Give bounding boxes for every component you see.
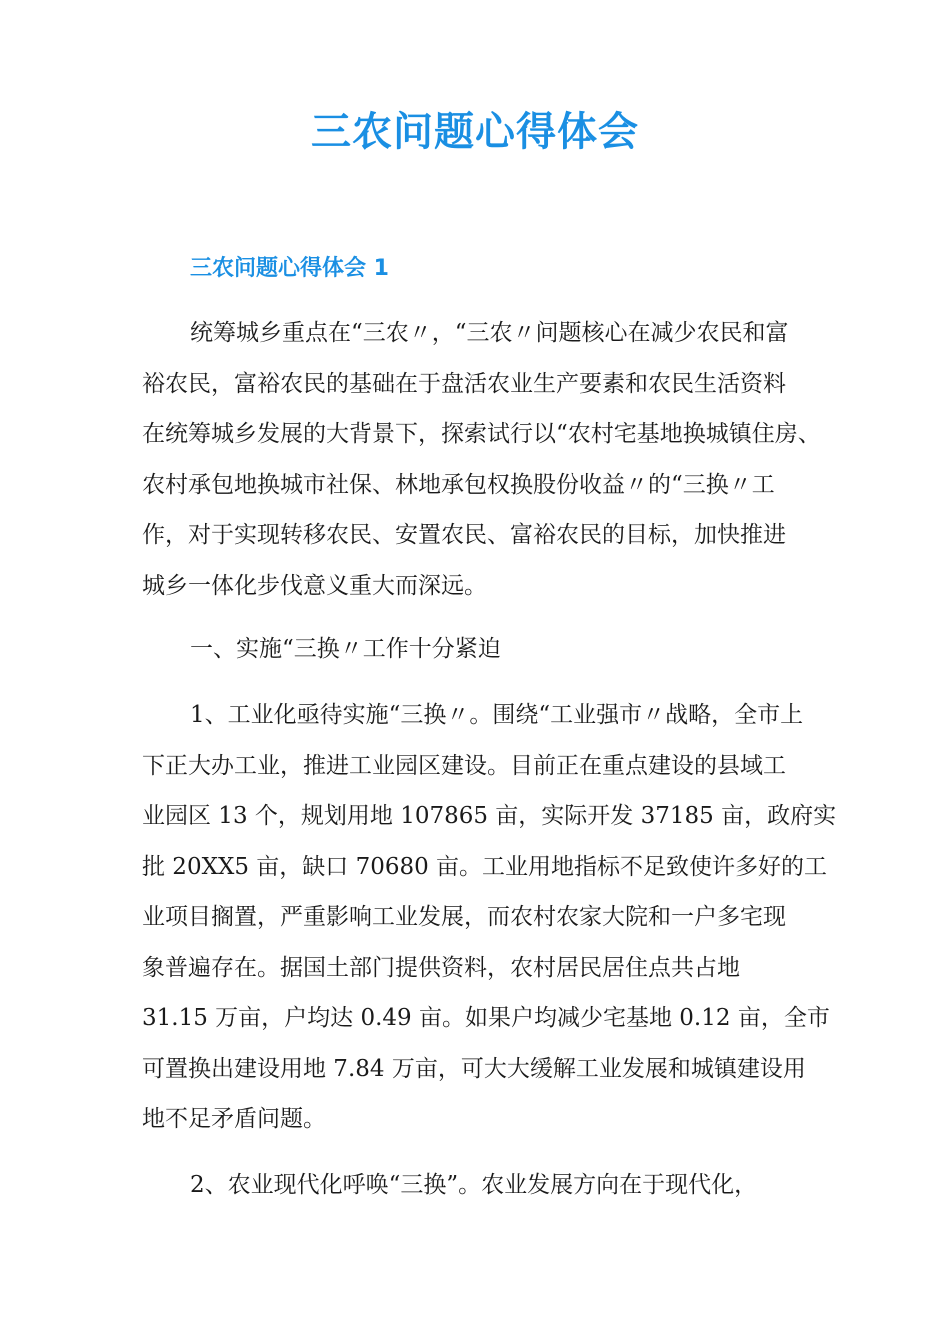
paragraph-3: [142, 1160, 812, 1211]
paragraph-line: 1、工业化亟待实施“三换〃。围绕“工业强市〃战略，全市上: [190, 702, 804, 728]
document-title: 三农问题心得体会: [311, 109, 639, 155]
paragraph-line: 31.15 万亩，户均达 0.49 亩。如果户均减少宅基地 0.12 亩，全市: [142, 1005, 830, 1031]
paragraph-line: 业项目搁置，严重影响工业发展，而农村农家大院和一户多宅现: [142, 904, 786, 930]
paragraph-line: 在统筹城乡发展的大背景下，探索试行以“农村宅基地换城镇住房、: [142, 421, 821, 447]
paragraph-line: 可置换出建设用地 7.84 万亩，可大大缓解工业发展和城镇建设用: [142, 1055, 806, 1082]
paragraph-line: 下正大办工业，推进工业园区建设。目前正在重点建设的县域工: [142, 752, 786, 779]
paragraph-line: 象普遍存在。据国土部门提供资料，农村居民居住点共占地: [142, 954, 740, 981]
paragraph-line: 城乡一体化步伐意义重大而深远。: [142, 572, 487, 599]
paragraph-line: 作，对于实现转移农民、安置农民、富裕农民的目标，加快推进: [142, 522, 786, 548]
paragraph-line: 批 20XX5 亩，缺口 70680 亩。工业用地指标不足致使许多好的工: [142, 853, 828, 880]
paragraph-line: 统筹城乡重点在“三农〃，“三农〃问题核心在减少农民和富: [190, 320, 789, 346]
paragraph-line: 业园区 13 个，规划用地 107865 亩，实际开发 37185 亩，政府实: [142, 803, 837, 829]
paragraph-1: [142, 308, 821, 611]
section-heading: 三农问题心得体会 1: [190, 256, 389, 281]
paragraph-line: 地不足矛盾问题。: [142, 1106, 326, 1132]
paragraph-line: 裕农民，富裕农民的基础在于盘活农业生产要素和农民生活资料: [142, 370, 786, 397]
subheading-text: 一、实施“三换〃工作十分紧迫: [190, 636, 501, 662]
subheading-1: [142, 624, 812, 675]
paragraph-2: [142, 690, 837, 1145]
paragraph-line: 2、农业现代化呼唤“三换”。农业发展方向在于现代化，: [190, 1172, 758, 1198]
paragraph-line: 农村承包地换城市社保、林地承包权换股份收益〃的“三换〃工: [142, 471, 775, 498]
